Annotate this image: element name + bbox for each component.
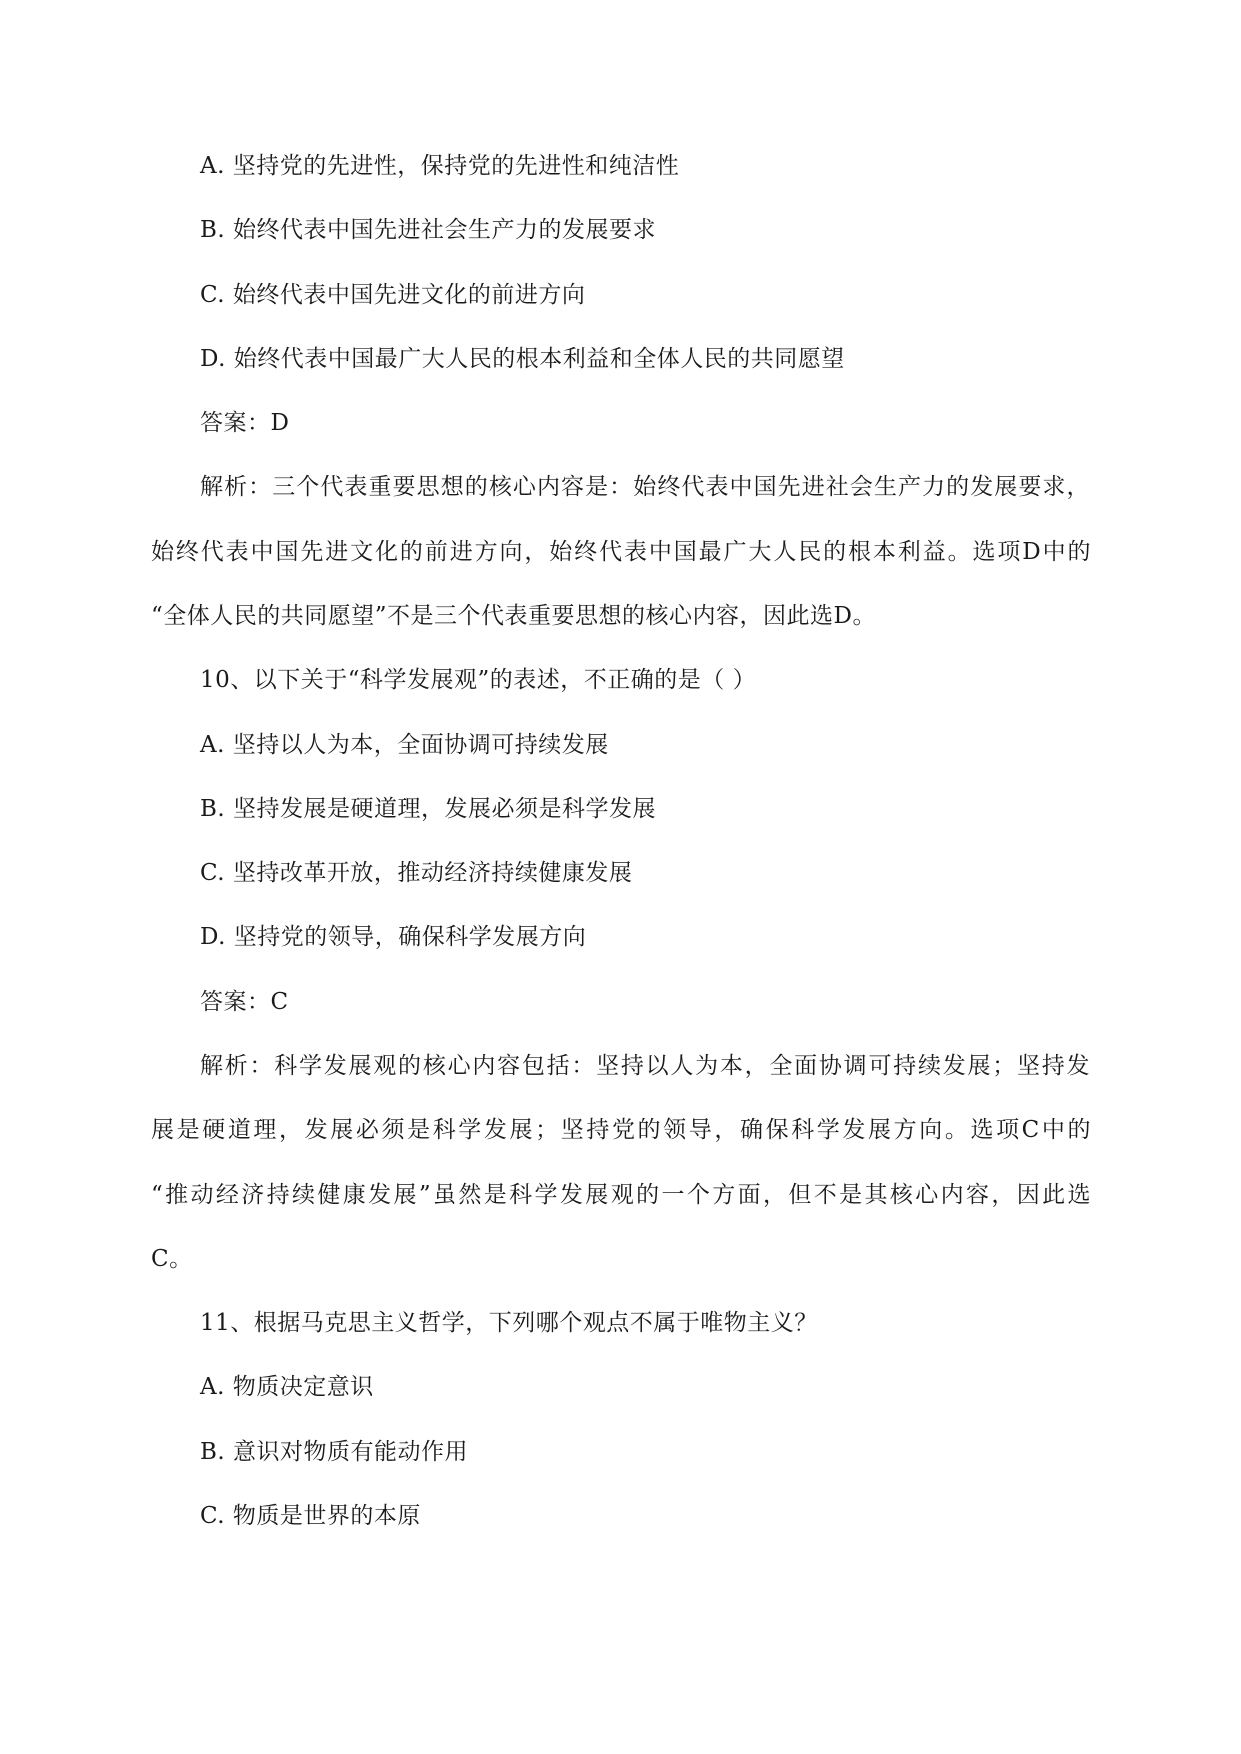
q9-option-d: D. 始终代表中国最广大人民的根本利益和全体人民的共同愿望 <box>200 346 845 372</box>
q11-option-b: B. 意识对物质有能动作用 <box>200 1439 469 1465</box>
q9-explanation-line-2: 始终代表中国先进文化的前进方向，始终代表中国最广大人民的根本利益。选项D中的 <box>151 539 1091 565</box>
q10-explanation-line-1: 解析：科学发展观的核心内容包括：坚持以人为本，全面协调可持续发展；坚持发 <box>200 1053 1090 1079</box>
q10-explanation-line-4: C。 <box>151 1246 193 1272</box>
q10-answer: 答案：C <box>200 989 289 1015</box>
q11-question: 11、根据马克思主义哲学，下列哪个观点不属于唯物主义？ <box>200 1310 818 1336</box>
q10-question: 10、以下关于“科学发展观”的表述，不正确的是（ ） <box>200 667 757 693</box>
q9-option-c: C. 始终代表中国先进文化的前进方向 <box>200 282 586 308</box>
q10-option-a: A. 坚持以人为本，全面协调可持续发展 <box>200 732 609 758</box>
q9-explanation-line-3: “全体人民的共同愿望”不是三个代表重要思想的核心内容，因此选D。 <box>151 603 876 629</box>
q10-explanation-line-3: “推动经济持续健康发展”虽然是科学发展观的一个方面，但不是其核心内容，因此选 <box>151 1182 1091 1208</box>
q9-option-b: B. 始终代表中国先进社会生产力的发展要求 <box>200 217 657 243</box>
q10-explanation-line-2: 展是硬道理，发展必须是科学发展；坚持党的领导，确保科学发展方向。选项C中的 <box>151 1117 1091 1143</box>
q9-answer: 答案：D <box>200 410 290 436</box>
q10-option-d: D. 坚持党的领导，确保科学发展方向 <box>200 924 587 950</box>
q9-explanation-line-1: 解析：三个代表重要思想的核心内容是：始终代表中国先进社会生产力的发展要求， <box>200 474 1090 500</box>
q10-option-c: C. 坚持改革开放，推动经济持续健康发展 <box>200 860 633 886</box>
q11-option-a: A. 物质决定意识 <box>200 1374 374 1400</box>
q9-option-a: A. 坚持党的先进性，保持党的先进性和纯洁性 <box>200 153 680 179</box>
q10-option-b: B. 坚持发展是硬道理，发展必须是科学发展 <box>200 796 657 822</box>
q11-option-c: C. 物质是世界的本原 <box>200 1503 421 1529</box>
